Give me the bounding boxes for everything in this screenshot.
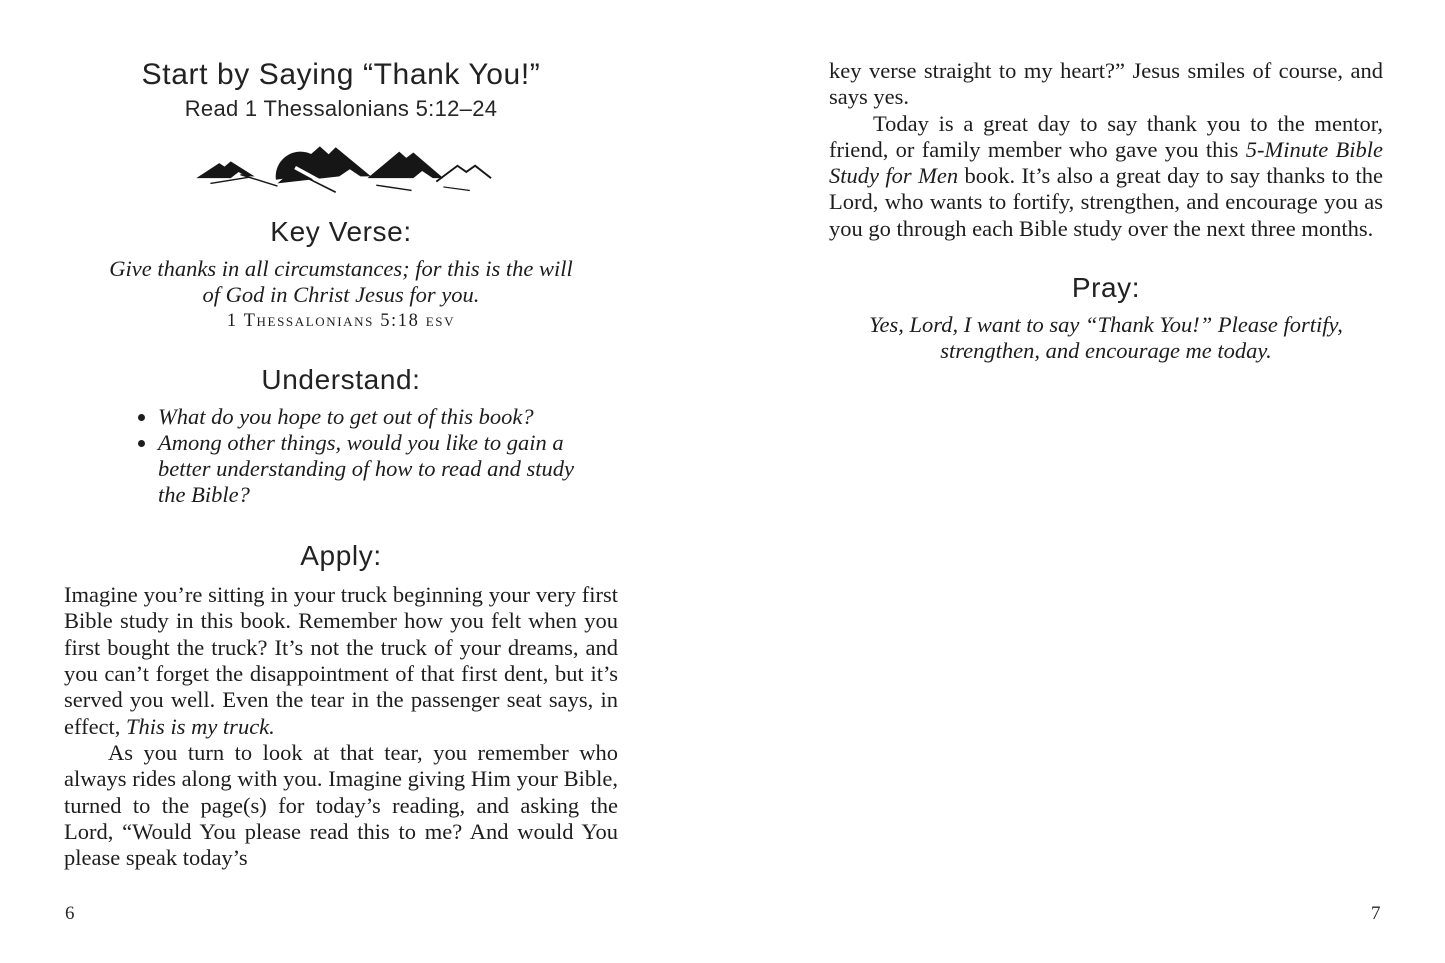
continuation-paragraph: key verse straight to my heart?” Jesus smiles of course, and says yes. bbox=[829, 58, 1383, 110]
page-number-right: 7 bbox=[1371, 903, 1381, 924]
understand-heading: Understand: bbox=[261, 363, 421, 395]
page-right bbox=[829, 0, 1383, 963]
key-verse-heading: Key Verse: bbox=[270, 215, 412, 247]
key-verse-text: Give thanks in all circumstances; for this is the will of God in Christ Jesus for you. bbox=[109, 255, 573, 307]
understand-bullet: • Among other things, would you like to gain a better understanding of how to read and study the Bible? bbox=[158, 430, 578, 508]
understand-bullet-list bbox=[138, 404, 578, 508]
thanks-paragraph bbox=[829, 111, 1383, 242]
apply-paragraph-1-text: Imagine you’re sitting in your truck beginning your very first Bible study in this book. Remember how you felt when you first bought the truck? It’s not the truck of your dreams, and you can’t forget the disappointment of that first dent, but it’s served you well. Even the tear in the passenger seat says, in effect, bbox=[64, 582, 618, 739]
chapter-title: Start by Saying “Thank You!” bbox=[141, 58, 541, 91]
apply-paragraph-1 bbox=[64, 582, 618, 740]
apply-paragraph-2: As you turn to look at that tear, you remember who always rides along with you. Imagine giving Him your Bible, turned to the page(s) for today’s reading, and asking the Lord, “Would You please read this to me? And would You please speak today’s bbox=[64, 739, 618, 871]
page-left bbox=[64, 0, 618, 963]
key-verse-reference: 1 Thessalonians 5:18 esv bbox=[226, 310, 456, 331]
understand-bullet: • What do you hope to get out of this book? bbox=[158, 404, 578, 430]
apply-paragraph-1-italic: This is my truck. bbox=[126, 713, 275, 739]
pray-heading: Pray: bbox=[1071, 272, 1141, 304]
book-title-italic: 5-Minute Bible Study for Men bbox=[829, 136, 1383, 189]
thanks-paragraph-before: Today is a great day to say thank you to the mentor, friend, or family member who gave you this bbox=[829, 110, 1383, 162]
page-number-left: 6 bbox=[65, 903, 75, 924]
prayer-text: Yes, Lord, I want to say “Thank You!” Please fortify, strengthen, and encourage me today. bbox=[869, 312, 1343, 364]
mountains-sun-icon bbox=[176, 134, 506, 194]
apply-heading: Apply: bbox=[300, 539, 382, 571]
reading-subtitle: Read 1 Thessalonians 5:12–24 bbox=[184, 95, 498, 121]
thanks-paragraph-after: book. It’s also a great day to say thanks to the Lord, who wants to fortify, strengthen, and encourage you as you go through each Bible study over the next three months. bbox=[829, 163, 1383, 241]
